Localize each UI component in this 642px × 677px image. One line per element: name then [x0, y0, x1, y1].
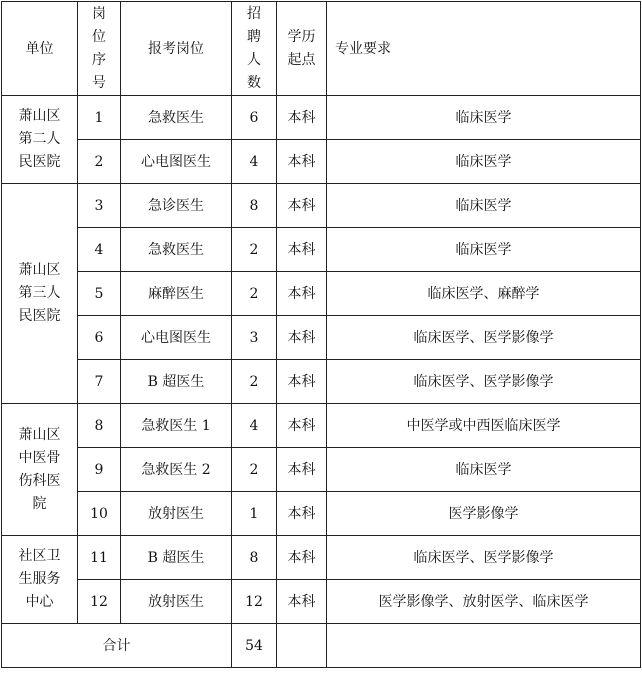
- row-number: 5: [78, 272, 121, 316]
- row-number: 10: [78, 492, 121, 536]
- row-count: 2: [232, 272, 277, 316]
- total-count: 54: [232, 624, 277, 668]
- table-row: [2, 96, 641, 140]
- table-row: [2, 272, 641, 316]
- table-row: [2, 536, 641, 580]
- recruitment-table: [1, 1, 641, 668]
- row-major: 临床医学: [327, 184, 641, 228]
- row-position: 心电图医生: [121, 140, 232, 184]
- row-count: 8: [232, 184, 277, 228]
- row-education: 本科: [277, 404, 327, 448]
- row-major: 临床医学: [327, 228, 641, 272]
- row-count: 1: [232, 492, 277, 536]
- total-empty-edu: [277, 624, 327, 668]
- row-position: 放射医生: [121, 580, 232, 624]
- unit-cell: 萧山区 第三人 民医院: [2, 184, 78, 404]
- row-major: 临床医学、医学影像学: [327, 536, 641, 580]
- row-education: 本科: [277, 96, 327, 140]
- row-count: 2: [232, 448, 277, 492]
- row-count: 4: [232, 140, 277, 184]
- table-row: [2, 228, 641, 272]
- row-number: 1: [78, 96, 121, 140]
- row-position: B 超医生: [121, 536, 232, 580]
- header-unit: 单位: [2, 2, 78, 96]
- row-education: 本科: [277, 580, 327, 624]
- row-number: 11: [78, 536, 121, 580]
- table-row: [2, 580, 641, 624]
- row-major: 临床医学、医学影像学: [327, 360, 641, 404]
- header-major: 专业要求: [327, 2, 641, 96]
- unit-cell: 社区卫 生服务 中心: [2, 536, 78, 624]
- total-row: [2, 624, 641, 668]
- row-position: 心电图医生: [121, 316, 232, 360]
- row-education: 本科: [277, 184, 327, 228]
- row-major: 临床医学: [327, 140, 641, 184]
- row-position: 放射医生: [121, 492, 232, 536]
- row-number: 12: [78, 580, 121, 624]
- header-count: 招 聘 人 数: [232, 2, 277, 96]
- row-position: 急诊医生: [121, 184, 232, 228]
- row-number: 8: [78, 404, 121, 448]
- row-count: 6: [232, 96, 277, 140]
- row-major: 医学影像学、放射医学、临床医学: [327, 580, 641, 624]
- header-row: [2, 2, 641, 96]
- table-row: [2, 316, 641, 360]
- row-education: 本科: [277, 272, 327, 316]
- table-row: [2, 448, 641, 492]
- row-position: B 超医生: [121, 360, 232, 404]
- row-major: 临床医学: [327, 96, 641, 140]
- table-row: [2, 360, 641, 404]
- row-education: 本科: [277, 492, 327, 536]
- row-major: 临床医学: [327, 448, 641, 492]
- row-education: 本科: [277, 448, 327, 492]
- row-count: 2: [232, 360, 277, 404]
- row-number: 6: [78, 316, 121, 360]
- row-position: 麻醉医生: [121, 272, 232, 316]
- row-number: 4: [78, 228, 121, 272]
- table-row: [2, 140, 641, 184]
- table-row: [2, 404, 641, 448]
- total-label: 合计: [2, 624, 232, 668]
- row-position: 急救医生: [121, 228, 232, 272]
- row-education: 本科: [277, 316, 327, 360]
- header-position-number: 岗 位 序 号: [78, 2, 121, 96]
- row-count: 8: [232, 536, 277, 580]
- row-major: 医学影像学: [327, 492, 641, 536]
- row-education: 本科: [277, 536, 327, 580]
- header-position: 报考岗位: [121, 2, 232, 96]
- row-position: 急救医生: [121, 96, 232, 140]
- unit-cell: 萧山区 第二人 民医院: [2, 96, 78, 184]
- row-count: 4: [232, 404, 277, 448]
- row-number: 7: [78, 360, 121, 404]
- row-education: 本科: [277, 360, 327, 404]
- row-number: 2: [78, 140, 121, 184]
- row-major: 临床医学、麻醉学: [327, 272, 641, 316]
- row-major: 中医学或中西医临床医学: [327, 404, 641, 448]
- row-number: 3: [78, 184, 121, 228]
- row-major: 临床医学、医学影像学: [327, 316, 641, 360]
- row-position: 急救医生 1: [121, 404, 232, 448]
- row-count: 12: [232, 580, 277, 624]
- total-empty-major: [327, 624, 641, 668]
- table-row: [2, 184, 641, 228]
- header-education: 学历 起点: [277, 2, 327, 96]
- row-education: 本科: [277, 228, 327, 272]
- row-number: 9: [78, 448, 121, 492]
- unit-cell: 萧山区 中医骨 伤科医 院: [2, 404, 78, 536]
- row-count: 3: [232, 316, 277, 360]
- row-count: 2: [232, 228, 277, 272]
- table-row: [2, 492, 641, 536]
- row-position: 急救医生 2: [121, 448, 232, 492]
- row-education: 本科: [277, 140, 327, 184]
